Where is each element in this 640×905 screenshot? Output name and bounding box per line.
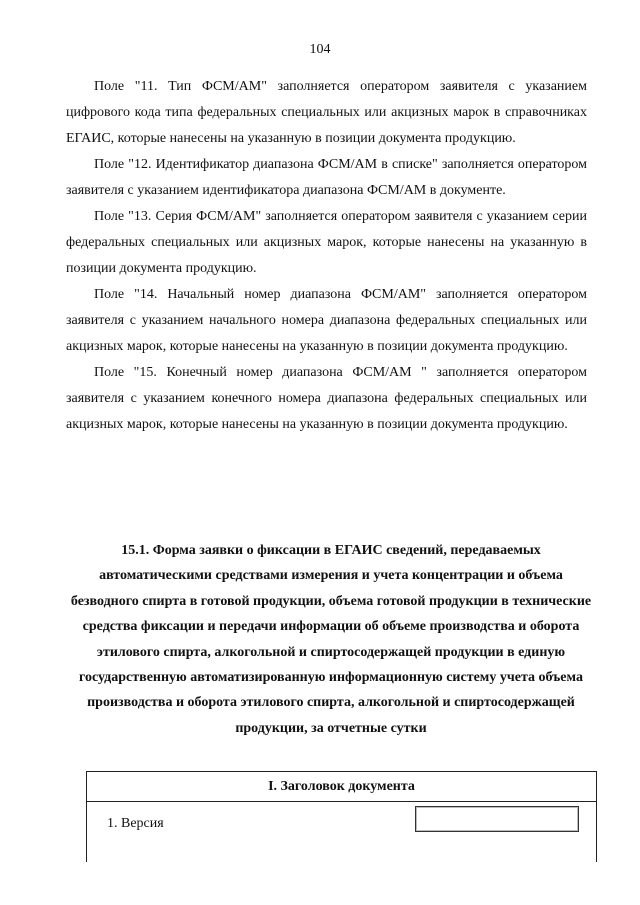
paragraph-field-14: Поле "14. Начальный номер диапазона ФСМ/АМ" заполняется оператором заявителя с указанием начального номера диапазона федеральных специальных или акцизных марок, которые нанесены на указанную в позиции документа продукцию. — [66, 287, 587, 354]
paragraph-field-15: Поле "15. Конечный номер диапазона ФСМ/АМ " заполняется оператором заявителя с указанием конечного номера диапазона федеральных специальных или акцизных марок, которые нанесены на указанную в позиции документа продукцию. — [66, 365, 587, 432]
version-input[interactable] — [415, 806, 579, 832]
field-label-version: 1. Версия — [107, 816, 164, 831]
paragraph-field-13: Поле "13. Серия ФСМ/АМ" заполняется оператором заявителя с указанием серии федеральных специальных или акцизных марок, которые нанесены на указанную в позиции документа продукцию. — [66, 209, 587, 276]
paragraph-field-11: Поле "11. Тип ФСМ/АМ" заполняется оператором заявителя с указанием цифрового кода типа федеральных специальных или акцизных марок в справочниках ЕГАИС, которые нанесены на указанную в позиции документа продукцию. — [66, 79, 587, 146]
section-heading: 15.1. Форма заявки о фиксации в ЕГАИС сведений, передаваемых автоматическими средствами измерения и учета концентрации и объема безводного спирта в готовой продукции, объема готовой продукции в технические средства фиксации и передачи информации об объеме производства и оборота этилового спирта, алкогольной и спиртосодержащей продукции в единую государственную автоматизированную информационную систему учета объема производства и оборота этилового спирта, алкогольной и спиртосодержащей продукции, за отчетные сутки — [70, 543, 592, 736]
body-text — [66, 74, 587, 438]
form-table — [86, 771, 597, 862]
paragraph-field-12: Поле "12. Идентификатор диапазона ФСМ/АМ в списке" заполняется оператором заявителя с указанием идентификатора диапазона ФСМ/АМ в документе. — [66, 157, 587, 198]
field-row-version — [87, 802, 596, 862]
table-header: I. Заголовок документа — [87, 772, 596, 802]
page-number: 104 — [309, 42, 331, 57]
